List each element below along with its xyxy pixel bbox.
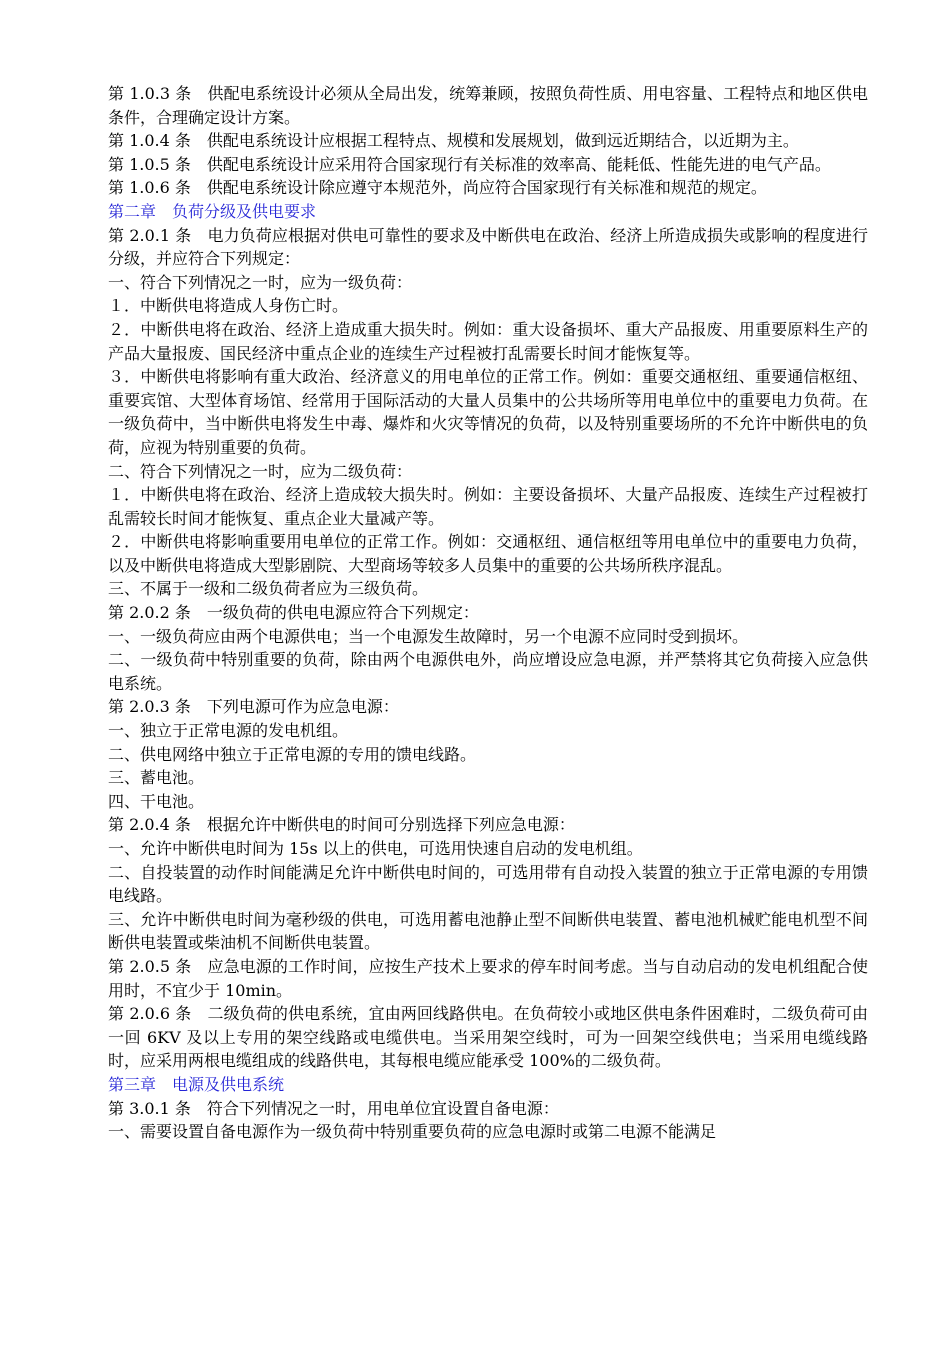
paragraph: 四、干电池。 <box>108 791 205 811</box>
paragraph: 三、允许中断供电时间为毫秒级的供电，可选用蓄电池静止型不间断供电装置、蓄电池机械贮能电机型不间断供电装置或柴油机不间断供电装置。 <box>108 909 868 953</box>
paragraph: 第 2.0.3 条 下列电源可作为应急电源： <box>108 697 399 717</box>
paragraph: 三、蓄电池。 <box>108 768 205 788</box>
paragraph: 第 2.0.6 条 二级负荷的供电系统，宜由两回线路供电。在负荷较小或地区供电条件困难时，二级负荷可由一回 6KV 及以上专用的架空线路或电缆供电。当采用架空线时，可为一回架空线供电；当采用电缆线路时，应采用两根电缆组成的线路供电，其每根电缆应能承受 100%的二级负荷。 <box>108 1004 868 1071</box>
paragraph: ３．中断供电将影响有重大政治、经济意义的用电单位的正常工作。例如：重要交通枢纽、重要通信枢纽、重要宾馆、大型体育场馆、经常用于国际活动的大量人员集中的公共场所等用电单位中的重要电力负荷。在一级负荷中，当中断供电将发生中毒、爆炸和火灾等情况的负荷，以及特别重要场所的不允许中断供电的负荷，应视为特别重要的负荷。 <box>108 367 868 457</box>
paragraph: ２．中断供电将在政治、经济上造成重大损失时。例如：重大设备损坏、重大产品报废、用重要原料生产的产品大量报废、国民经济中重点企业的连续生产过程被打乱需要长时间才能恢复等。 <box>108 319 868 363</box>
paragraph: 一、允许中断供电时间为 15s 以上的供电，可选用快速自启动的发电机组。 <box>108 839 643 858</box>
paragraph: 二、供电网络中独立于正常电源的专用的馈电线路。 <box>108 744 477 764</box>
chapter-heading: 第三章 电源及供电系统 <box>108 1074 285 1094</box>
paragraph: 一、需要设置自备电源作为一级负荷中特别重要负荷的应急电源时或第二电源不能满足 <box>108 1122 717 1142</box>
paragraph: １．中断供电将造成人身伤亡时。 <box>108 296 349 316</box>
paragraph: １．中断供电将在政治、经济上造成较大损失时。例如：主要设备损坏、大量产品报废、连续生产过程被打乱需较长时间才能恢复、重点企业大量减产等。 <box>108 485 868 528</box>
paragraph: 第 1.0.5 条 供配电系统设计应采用符合国家现行有关标准的效率高、能耗低、性能先进的电气产品。 <box>108 154 831 174</box>
chapter-heading: 第二章 负荷分级及供电要求 <box>108 201 317 221</box>
paragraph: 第 1.0.4 条 供配电系统设计应根据工程特点、规模和发展规划，做到远近期结合，以近期为主。 <box>108 131 799 151</box>
paragraph: 一、符合下列情况之一时，应为一级负荷： <box>108 272 413 292</box>
paragraph: 第 2.0.4 条 根据允许中断供电的时间可分别选择下列应急电源： <box>108 815 575 835</box>
paragraph: 第 3.0.1 条 符合下列情况之一时，用电单位宜设置自备电源： <box>108 1098 559 1118</box>
paragraph: 第 1.0.3 条 供配电系统设计必须从全局出发，统筹兼顾，按照负荷性质、用电容量、工程特点和地区供电条件，合理确定设计方案。 <box>108 84 868 127</box>
paragraph: 二、自投装置的动作时间能满足允许中断供电时间的，可选用带有自动投入装置的独立于正常电源的专用馈电线路。 <box>108 862 868 906</box>
paragraph: 一、独立于正常电源的发电机组。 <box>108 721 349 741</box>
document-page <box>108 82 868 1144</box>
paragraph: 二、符合下列情况之一时，应为二级负荷： <box>108 461 413 481</box>
paragraph: ２．中断供电将影响重要用电单位的正常工作。例如：交通枢纽、通信枢纽等用电单位中的重要电力负荷，以及中断供电将造成大型影剧院、大型商场等较多人员集中的重要的公共场所秩序混乱。 <box>108 532 868 575</box>
paragraph: 第 2.0.1 条 电力负荷应根据对供电可靠性的要求及中断供电在政治、经济上所造成损失或影响的程度进行分级，并应符合下列规定： <box>108 225 868 269</box>
paragraph: 三、不属于一级和二级负荷者应为三级负荷。 <box>108 579 429 599</box>
paragraph: 第 2.0.2 条 一级负荷的供电电源应符合下列规定： <box>108 603 479 623</box>
paragraph: 第 1.0.6 条 供配电系统设计除应遵守本规范外，尚应符合国家现行有关标准和规范的规定。 <box>108 178 767 198</box>
paragraph: 二、一级负荷中特别重要的负荷，除由两个电源供电外，尚应增设应急电源，并严禁将其它负荷接入应急供电系统。 <box>108 650 868 693</box>
paragraph: 一、一级负荷应由两个电源供电；当一个电源发生故障时，另一个电源不应同时受到损坏。 <box>108 626 749 646</box>
paragraph: 第 2.0.5 条 应急电源的工作时间，应按生产技术上要求的停车时间考虑。当与自动启动的发电机组配合使用时，不宜少于 10min。 <box>108 956 868 1000</box>
